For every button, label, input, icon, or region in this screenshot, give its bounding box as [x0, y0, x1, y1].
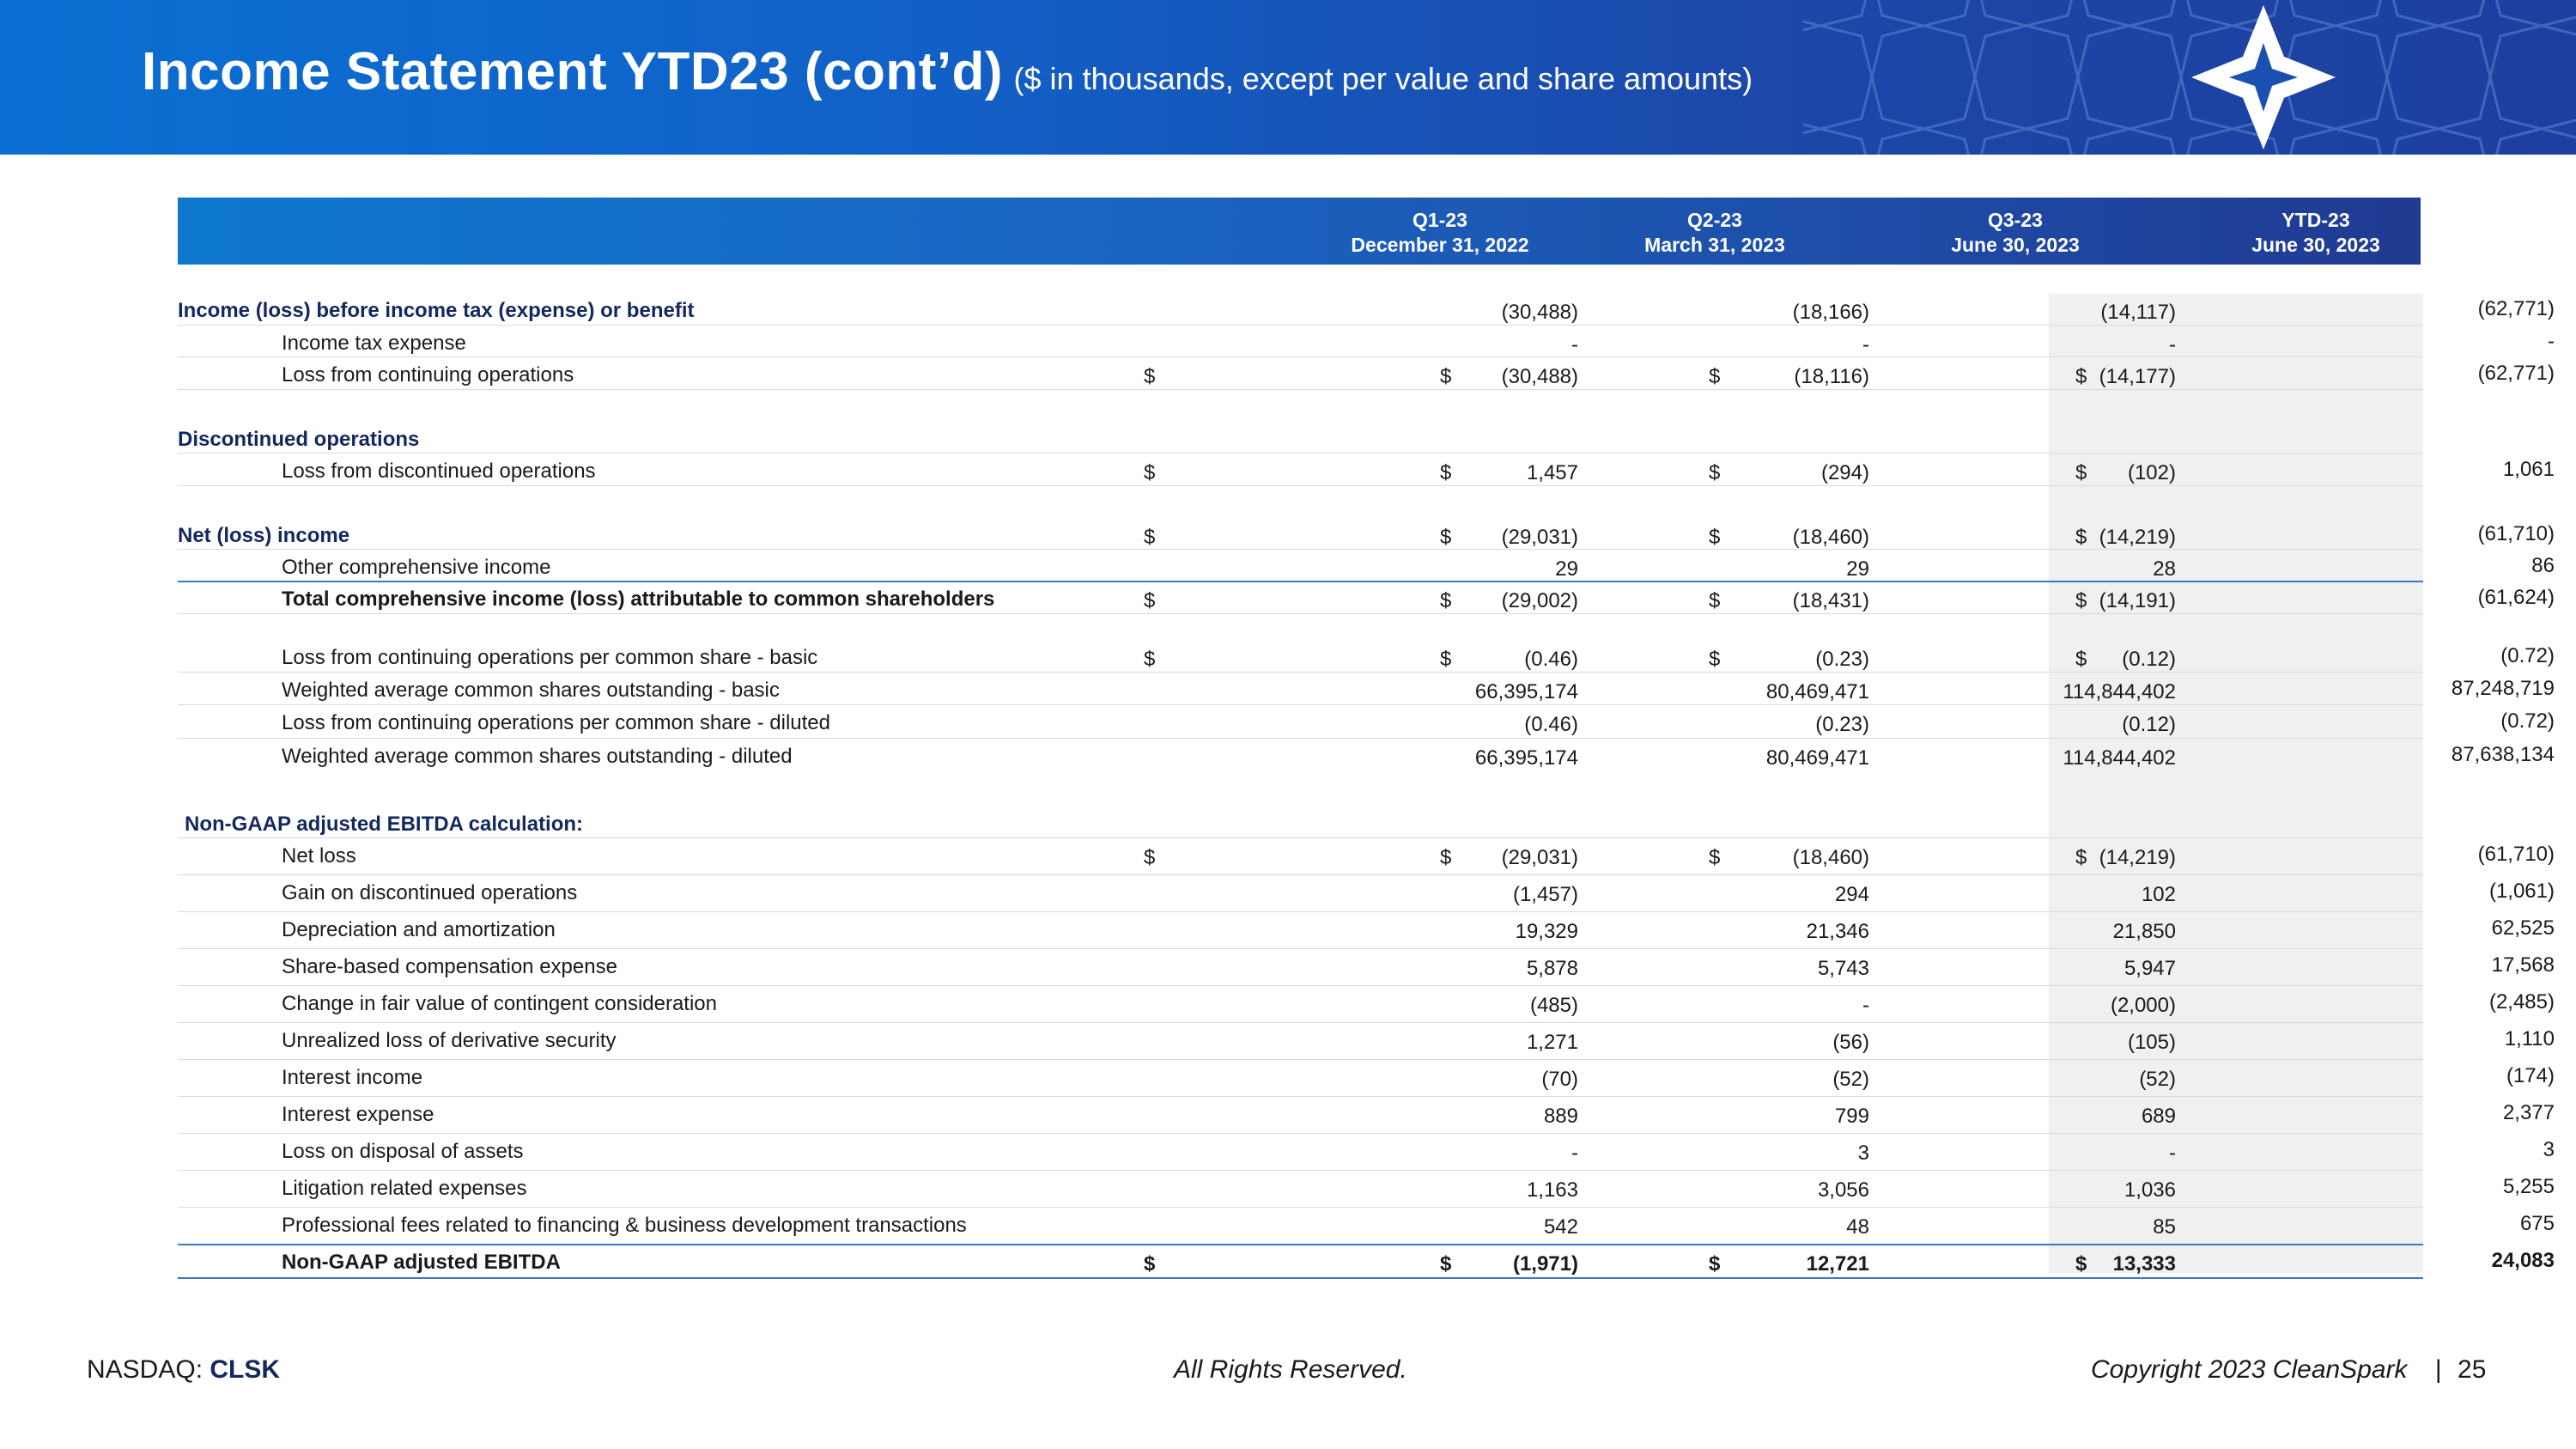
- row-label: Depreciation and amortization: [282, 918, 556, 941]
- row-label: Loss from continuing operations: [282, 363, 574, 387]
- cell-value: (1,061): [2488, 880, 2555, 903]
- table-row: [178, 673, 2555, 705]
- table-row: [178, 391, 2423, 421]
- table-row: [178, 807, 2423, 838]
- cell-value: (14,219): [2099, 846, 2176, 869]
- table-row: [178, 839, 2555, 875]
- cell-value: 12,721: [1806, 1252, 1869, 1275]
- cell-value: 675: [2519, 1212, 2555, 1235]
- cell-value: (18,460): [1792, 846, 1869, 869]
- table-row: [178, 1098, 2555, 1134]
- dollar-sign: $: [2075, 365, 2087, 388]
- cell-value: (0.23): [1815, 713, 1869, 736]
- cell-value: 5,947: [2123, 957, 2176, 980]
- cell-value: (0.46): [1524, 648, 1578, 671]
- cell-value: (2,000): [2110, 994, 2176, 1017]
- cell-value: (14,191): [2099, 589, 2176, 612]
- row-label: Change in fair value of contingent consideration: [282, 992, 717, 1015]
- cell-value: (62,771): [2477, 297, 2555, 320]
- dollar-sign: $: [1440, 1252, 1452, 1275]
- row-label: Gain on discontinued operations: [282, 881, 578, 904]
- dollar-sign: $: [1440, 365, 1452, 388]
- cell-value: 62,525: [2491, 916, 2555, 940]
- dollar-sign: $: [2075, 461, 2087, 484]
- page-separator: |: [2434, 1355, 2442, 1384]
- cell-value: 29: [1846, 557, 1869, 581]
- cell-value: (0.12): [2122, 713, 2176, 736]
- copyright-text: Copyright 2023 CleanSpark: [2091, 1355, 2408, 1384]
- dollar-sign: $: [2075, 846, 2087, 869]
- cell-value: (0.46): [1524, 713, 1578, 736]
- ticker-prefix: NASDAQ:: [87, 1355, 210, 1384]
- cell-value: 3: [1857, 1142, 1869, 1165]
- cell-value: 102: [2141, 883, 2176, 906]
- cell-value: (174): [2506, 1064, 2555, 1087]
- column-header-line1: Q1-23: [1413, 209, 1467, 231]
- column-header-line2: June 30, 2023: [2251, 234, 2380, 256]
- cell-value: (102): [2127, 461, 2176, 484]
- row-label: Non-GAAP adjusted EBITDA calculation:: [185, 813, 584, 836]
- table-row: [178, 706, 2555, 739]
- cell-value: (52): [2139, 1068, 2176, 1091]
- cell-value: (0.72): [2500, 709, 2555, 733]
- cell-value: (294): [1820, 461, 1869, 484]
- row-label: Loss on disposal of assets: [282, 1140, 524, 1163]
- cell-value: (29,002): [1501, 589, 1578, 612]
- cell-value: -: [1571, 1142, 1578, 1165]
- dollar-sign: $: [1709, 846, 1721, 869]
- cell-value: (29,031): [1501, 846, 1578, 869]
- row-label: Income (loss) before income tax (expense) or benefit: [178, 299, 695, 322]
- table-row: [178, 582, 2555, 614]
- cell-value: 5,255: [2502, 1175, 2555, 1198]
- cell-value: 1,110: [2504, 1027, 2555, 1050]
- table-row: [178, 950, 2555, 986]
- dollar-sign: $: [1144, 526, 1156, 549]
- table-row: [178, 551, 2555, 582]
- cell-value: 48: [1846, 1215, 1869, 1239]
- cell-value: 2,377: [2502, 1101, 2555, 1124]
- cell-value: -: [2169, 333, 2176, 356]
- dollar-sign: $: [1440, 846, 1452, 869]
- cell-value: (62,771): [2477, 362, 2555, 385]
- dollar-sign: $: [2075, 589, 2087, 612]
- cell-value: (18,116): [1794, 365, 1869, 388]
- cell-value: 66,395,174: [1474, 746, 1578, 770]
- cell-value: (18,431): [1792, 589, 1869, 612]
- cell-value: (485): [1529, 994, 1578, 1017]
- table-row: [178, 1209, 2555, 1245]
- cell-value: 1,036: [2123, 1178, 2176, 1202]
- cell-value: (18,460): [1792, 526, 1869, 549]
- dollar-sign: $: [1440, 526, 1452, 549]
- column-header-line1: Q2-23: [1687, 209, 1742, 231]
- table-row: [178, 773, 2423, 806]
- cell-value: 3,056: [1817, 1178, 1869, 1202]
- table-row: [178, 1245, 2555, 1279]
- dollar-sign: $: [1144, 1252, 1156, 1275]
- cell-value: 19,329: [1515, 920, 1578, 943]
- cell-value: -: [1862, 333, 1869, 356]
- table-row: [178, 1172, 2555, 1208]
- cell-value: (14,219): [2099, 526, 2176, 549]
- table-row: [178, 358, 2555, 390]
- cell-value: 13,333: [2112, 1252, 2176, 1275]
- cell-value: 21,850: [2112, 920, 2176, 943]
- column-header-line2: June 30, 2023: [1951, 234, 2080, 256]
- dollar-sign: $: [2075, 526, 2087, 549]
- page-number: 25: [2458, 1355, 2487, 1384]
- cell-value: 5,878: [1526, 957, 1578, 980]
- row-label: Loss from continuing operations per common share - basic: [282, 646, 818, 669]
- cell-value: 87,248,719: [2451, 677, 2555, 700]
- row-label: Discontinued operations: [178, 428, 420, 451]
- cell-value: (29,031): [1501, 526, 1578, 549]
- cell-value: 3: [2543, 1138, 2555, 1161]
- table-row: [178, 641, 2555, 673]
- table-row: [178, 487, 2423, 517]
- cell-value: 114,844,402: [2063, 746, 2176, 770]
- row-label: Litigation related expenses: [282, 1177, 527, 1200]
- cell-value: 1,061: [2502, 458, 2555, 481]
- table-row: [178, 1061, 2555, 1097]
- cell-value: (14,117): [2100, 301, 2176, 324]
- cell-value: (0.72): [2500, 644, 2555, 667]
- cell-value: (2,485): [2488, 990, 2555, 1014]
- cell-value: (0.12): [2122, 648, 2176, 671]
- dollar-sign: $: [1709, 365, 1721, 388]
- dollar-sign: $: [1709, 1252, 1721, 1275]
- table-row: [178, 1135, 2555, 1171]
- row-label: Income tax expense: [282, 332, 466, 355]
- table-row: [178, 294, 2555, 326]
- column-header-line1: Q3-23: [1988, 209, 2043, 231]
- cell-value: (70): [1541, 1068, 1578, 1091]
- row-label: Share-based compensation expense: [282, 955, 617, 978]
- cell-value: (52): [1832, 1068, 1869, 1091]
- cell-value: 889: [1543, 1105, 1578, 1128]
- cell-value: (1,457): [1512, 883, 1578, 906]
- cell-value: 1,457: [1526, 461, 1578, 484]
- cell-value: (30,488): [1501, 365, 1578, 388]
- cell-value: (30,488): [1501, 301, 1578, 324]
- header-banner: [0, 0, 2576, 155]
- row-label: Net (loss) income: [178, 524, 350, 547]
- dollar-sign: $: [1440, 648, 1452, 671]
- cell-value: 28: [2153, 557, 2176, 581]
- cell-value: -: [2548, 330, 2555, 353]
- table-row: [178, 1024, 2555, 1060]
- table-row: [178, 519, 2555, 550]
- table-row: [178, 876, 2555, 912]
- ticker-symbol: CLSK: [210, 1355, 281, 1384]
- cell-value: 86: [2531, 554, 2555, 577]
- cell-value: 17,568: [2491, 953, 2555, 977]
- dollar-sign: $: [1144, 589, 1156, 612]
- cell-value: -: [1571, 333, 1578, 356]
- cell-value: (18,166): [1792, 301, 1869, 324]
- title-subtitle: ($ in thousands, except per value and share amounts): [1013, 61, 1753, 96]
- title-main: Income Statement YTD23 (cont’d): [142, 42, 1004, 101]
- cell-value: 294: [1834, 883, 1869, 906]
- cell-value: 21,346: [1806, 920, 1869, 943]
- cell-value: 1,163: [1526, 1178, 1578, 1202]
- table-row: [178, 913, 2555, 949]
- cell-value: (61,710): [2477, 522, 2555, 545]
- row-label: Professional fees related to financing & business development transactions: [282, 1214, 967, 1237]
- table-row: [178, 987, 2555, 1023]
- table-row: [178, 615, 2423, 639]
- dollar-sign: $: [1709, 648, 1721, 671]
- table-row: [178, 326, 2555, 357]
- cell-value: -: [1862, 994, 1869, 1017]
- cell-value: (0.23): [1815, 648, 1869, 671]
- column-header-line2: March 31, 2023: [1644, 234, 1785, 256]
- dollar-sign: $: [1709, 461, 1721, 484]
- row-label: Weighted average common shares outstanding - basic: [282, 679, 780, 702]
- row-label: Loss from continuing operations per common share - diluted: [282, 711, 830, 734]
- four-point-star-logo-icon: [2188, 2, 2339, 153]
- row-label: Non-GAAP adjusted EBITDA: [282, 1251, 561, 1274]
- column-header-ytd: [2127, 208, 2505, 258]
- dollar-sign: $: [1709, 526, 1721, 549]
- dollar-sign: $: [1144, 461, 1156, 484]
- row-label: Total comprehensive income (loss) attributable to common shareholders: [282, 588, 995, 611]
- cell-value: 24,083: [2491, 1249, 2555, 1272]
- footer-rights: All Rights Reserved.: [1174, 1355, 1407, 1384]
- cell-value: 85: [2153, 1215, 2176, 1239]
- table-row: [178, 423, 2423, 454]
- page-title: [142, 41, 1753, 102]
- table-row: [178, 740, 2555, 771]
- cell-value: 542: [1543, 1215, 1578, 1239]
- column-header-line1: YTD-23: [2281, 209, 2350, 231]
- cell-value: 80,469,471: [1765, 746, 1869, 770]
- row-label: Interest income: [282, 1066, 423, 1089]
- dollar-sign: $: [1144, 365, 1156, 388]
- cell-value: 80,469,471: [1765, 680, 1869, 703]
- dollar-sign: $: [1709, 589, 1721, 612]
- row-label: Other comprehensive income: [282, 556, 551, 579]
- dollar-sign: $: [1440, 589, 1452, 612]
- cell-value: 5,743: [1817, 957, 1869, 980]
- cell-value: 1,271: [1526, 1031, 1578, 1054]
- cell-value: 66,395,174: [1474, 680, 1578, 703]
- cell-value: 799: [1834, 1105, 1869, 1128]
- cell-value: -: [2169, 1142, 2176, 1165]
- cell-value: (105): [2127, 1031, 2176, 1054]
- cell-value: 114,844,402: [2063, 680, 2176, 703]
- dollar-sign: $: [1144, 846, 1156, 869]
- footer-ticker: [87, 1355, 280, 1385]
- cell-value: 689: [2141, 1105, 2176, 1128]
- cell-value: (61,624): [2477, 586, 2555, 609]
- cell-value: 87,638,134: [2451, 743, 2555, 766]
- column-header-line2: December 31, 2022: [1351, 234, 1529, 256]
- row-label: Loss from discontinued operations: [282, 460, 596, 483]
- row-label: Unrealized loss of derivative security: [282, 1029, 617, 1052]
- dollar-sign: $: [1440, 461, 1452, 484]
- cell-value: (14,177): [2099, 365, 2176, 388]
- footer-copyright: [2091, 1355, 2486, 1385]
- table-header: [178, 198, 2421, 265]
- table-row: [178, 454, 2555, 486]
- cell-value: 29: [1555, 557, 1578, 581]
- row-label: Net loss: [282, 844, 356, 868]
- dollar-sign: $: [1144, 648, 1156, 671]
- cell-value: (61,710): [2477, 843, 2555, 866]
- row-label: Weighted average common shares outstanding - diluted: [282, 745, 793, 768]
- dollar-sign: $: [2075, 1252, 2087, 1275]
- cell-value: (56): [1832, 1031, 1869, 1054]
- cell-value: (1,971): [1512, 1252, 1578, 1275]
- dollar-sign: $: [2075, 648, 2087, 671]
- row-label: Interest expense: [282, 1103, 434, 1126]
